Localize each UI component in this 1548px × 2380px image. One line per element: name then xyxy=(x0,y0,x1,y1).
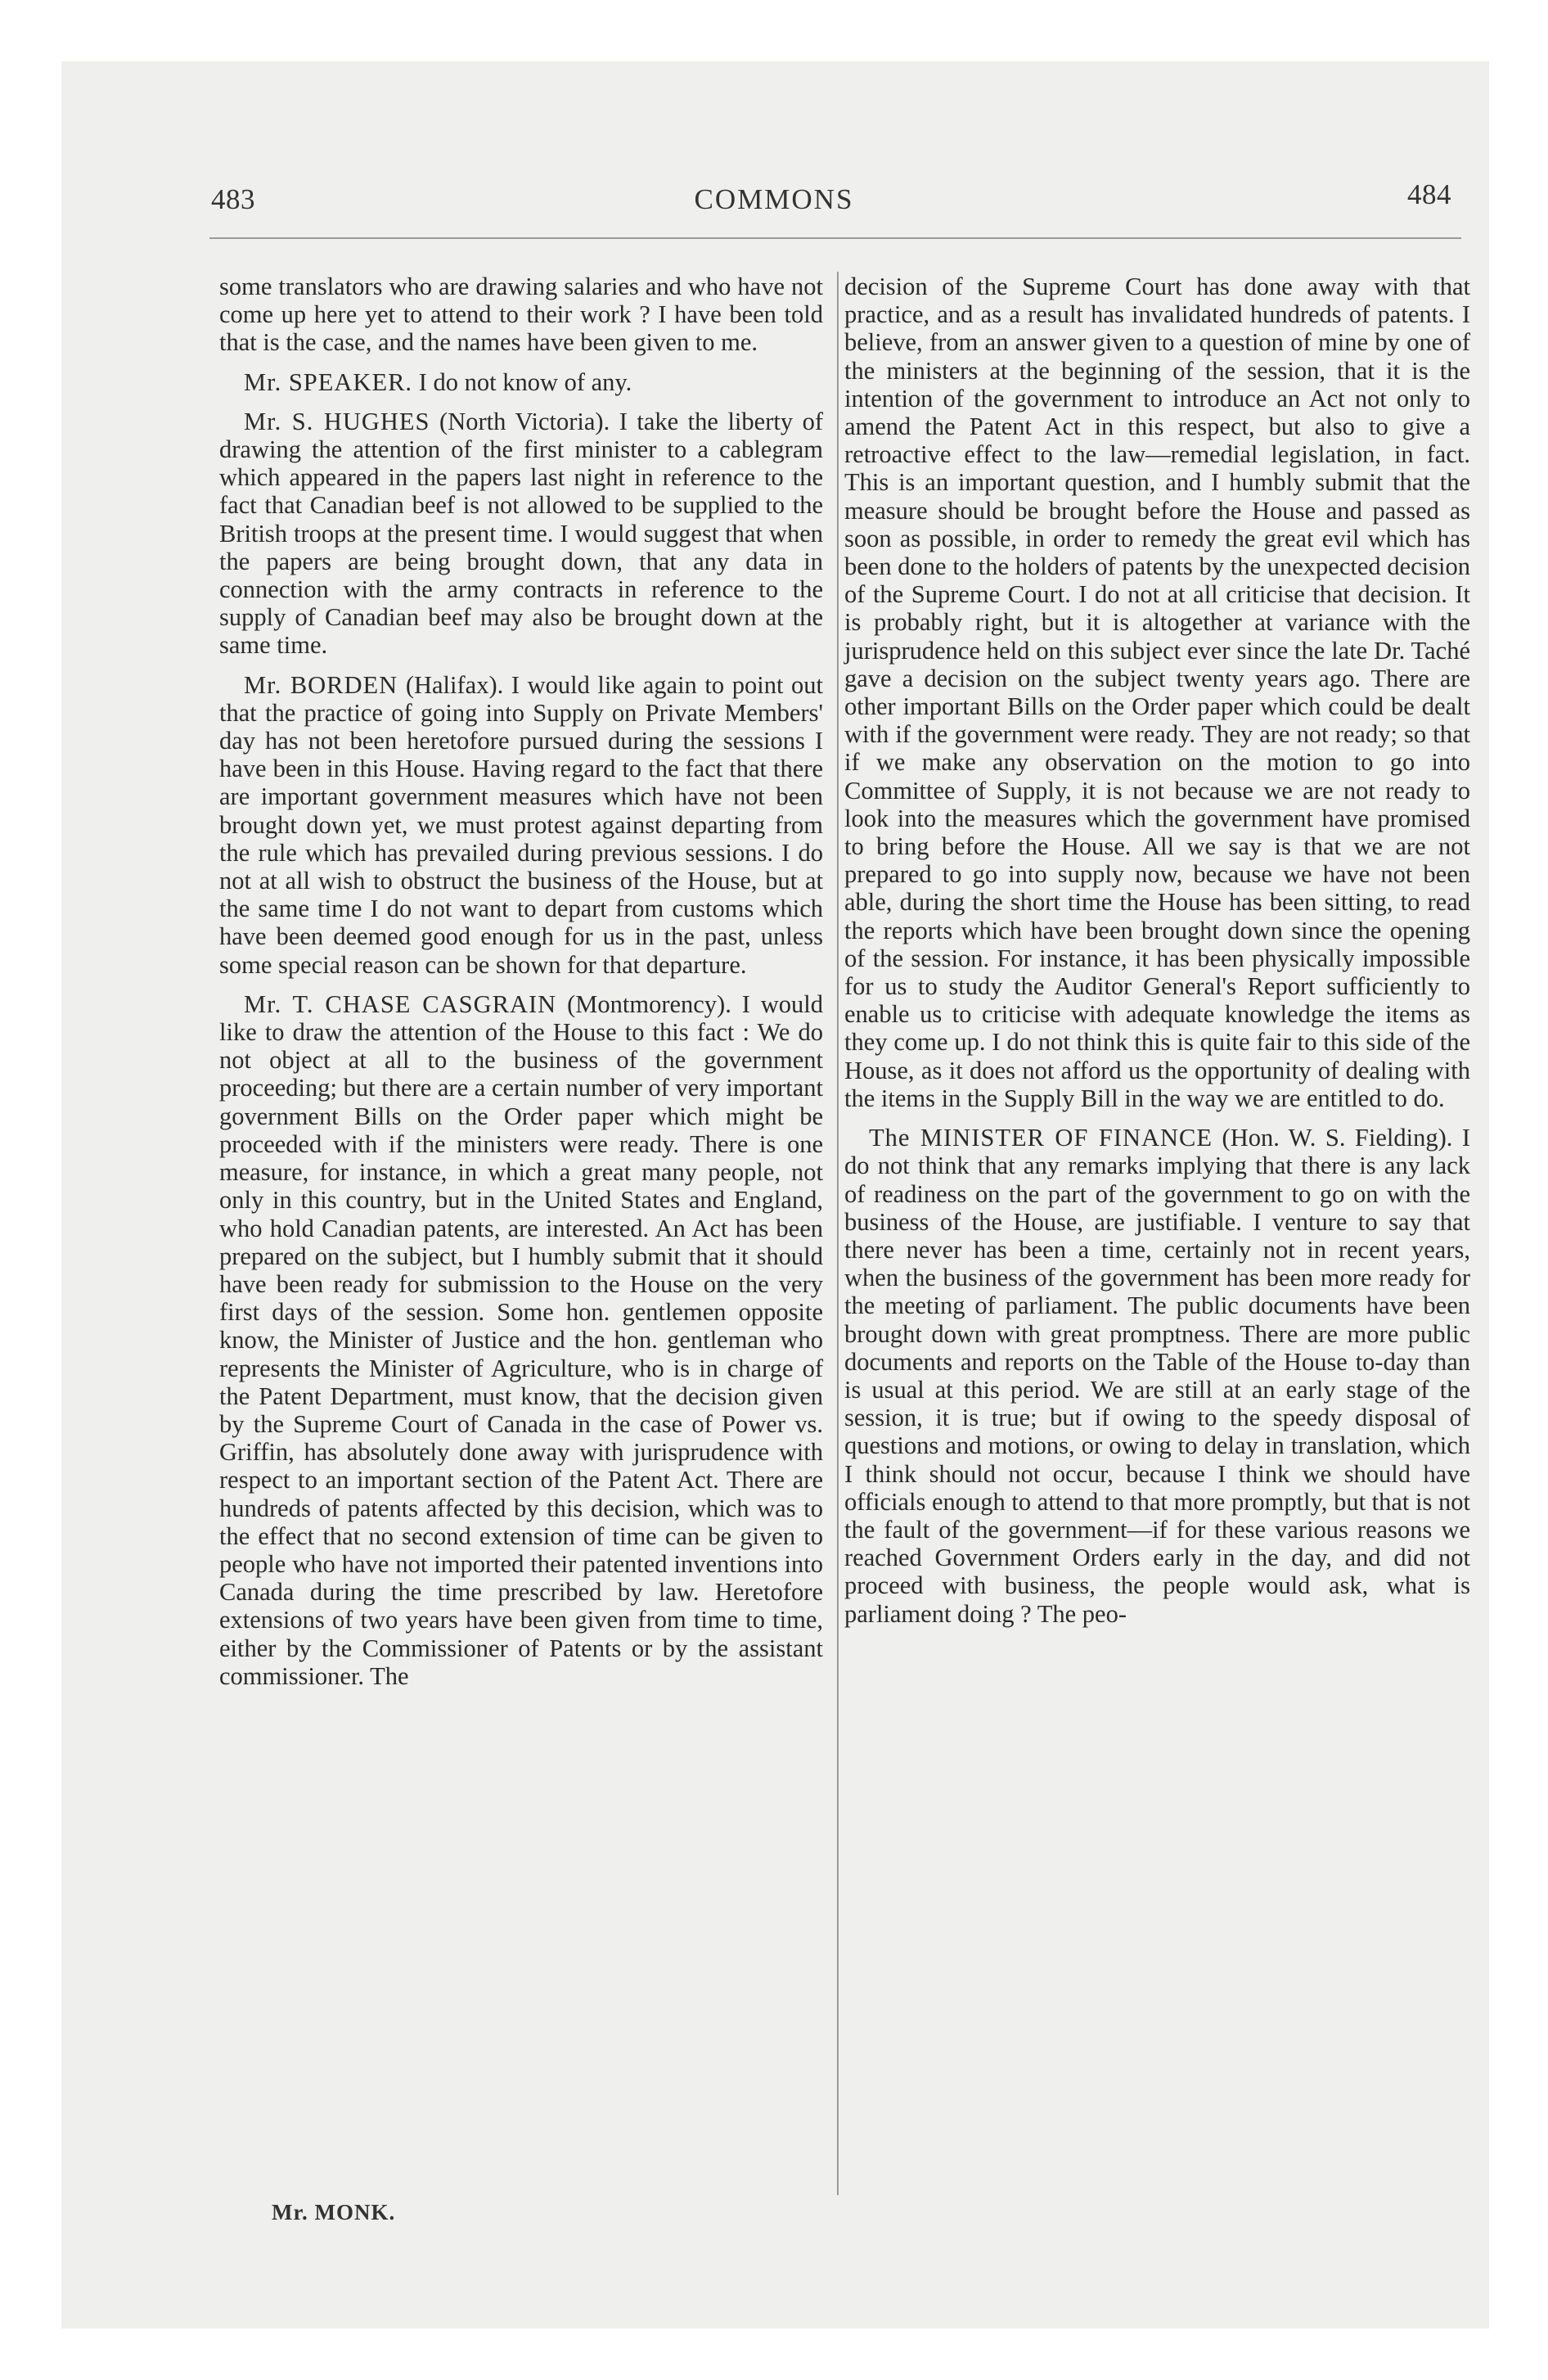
speaker-name: The MINISTER OF FINANCE xyxy=(869,1124,1213,1152)
column-divider xyxy=(837,272,839,2195)
right-page-number: 484 xyxy=(1407,178,1451,210)
paragraph-text: (Halifax). I would like again to point out that the practice of going into Supply on Private Members' day has not been heretofore pursued during the sessions I have been in this House. Having regard to the fact that there are important government measures which have not been brought down yet, we must protest against departing from the rule which has prevailed during previous sessions. I do not at all wish to obstruct the business of the House, but at the same time I do not want to depart from customs which have been deemed good enough for us in the past, unless some special reason can be shown for that departure. xyxy=(219,670,824,979)
footer-speaker: Mr. MONK. xyxy=(272,2200,396,2224)
left-page-number: 483 xyxy=(211,183,255,215)
paragraph xyxy=(219,273,823,357)
paragraph-text: some translators who are drawing salaries and who have not come up here yet to attend to their work ? I have been told that is the case, and the names have been given to me. xyxy=(219,273,823,357)
paragraph-text: decision of the Supreme Court has done away with that practice, and as a result has invalidated hundreds of patents. I believe, from an answer given to a question of mine by one of the ministers at the beginning of the session, that it is the intention of the government to introduce an Act not only to amend the Patent Act in this respect, but also to give a retroactive effect to the law—remedial legislation, in fact. This is an important question, and I humbly submit that the measure should be brought before the House and passed as soon as possible, in order to remedy the great evil which has been done to the holders of patents by the unexpected decision of the Supreme Court. I do not at all criticise that decision. It is probably right, but it is altogether at variance with the jurisprudence held on this subject ever since the late Dr. Taché gave a decision on the subject twenty years ago. There are other important Bills on the Order paper which could be dealt with if the government were ready. They are not ready; so that if we make any observation on the motion to go into Committee of Supply, it is not because we are not ready to look into the measures which the government have promised to bring before the House. All we say is that we are not prepared to go into supply now, because we have not been able, during the short time the House has been sitting, to read the reports which have been brought down since the opening of the session. For instance, it has been physically impossible for us to study the Auditor General's Report sufficiently to enable us to criticise with adequate knowledge the items as they come up. I do not think this is quite fair to this side of the House, as it does not afford us the opportunity of dealing with the items in the Supply Bill in the way we are entitled to do. xyxy=(844,273,1470,1112)
paragraph xyxy=(219,990,823,1690)
paragraph xyxy=(844,1124,1470,1628)
paragraph-text: (North Victoria). I take the liberty of drawing the attention of the first minister to a cablegram which appeared in the papers last night in reference to the fact that Canadian beef is not allowed to be supplied to the British troops at the present time. I would suggest that when the papers are being brought down, that any data in connection with the army contracts in reference to the supply of Canadian beef may also be brought down at the same time. xyxy=(219,407,823,660)
left-column xyxy=(219,273,823,1702)
paragraph xyxy=(219,671,823,979)
speaker-name: Mr. S. HUGHES xyxy=(244,407,430,435)
page-title: COMMONS xyxy=(694,183,854,215)
header-rule xyxy=(209,237,1461,239)
speaker-name: Mr. BORDEN xyxy=(244,670,398,699)
paragraph-text: (Hon. W. S. Fielding). I do not think that any remarks implying that there is any lack of readiness on the part of the government to go on with the business of the House, are justifiable. I venture to say that there never has been a time, certainly not in recent years, when the business of the government has been more ready for the meeting of parliament. The public documents have been brought down with great promptness. There are more public documents and reports on the Table of the House to-day than is usual at this period. We are still at an early stage of the session, it is true; but if owing to the speedy disposal of questions and motions, or owing to delay in translation, which I think should not occur, because I think we should have officials enough to attend to that more promptly, but that is not the fault of the government—if for these various reasons we reached Government Orders early in the day, and did not proceed with business, the people would ask, what is parliament doing ? The peo- xyxy=(844,1124,1471,1628)
paragraph xyxy=(219,368,823,396)
paragraph-text: (Montmorency). I would like to draw the attention of the House to this fact : We do not object at all to the business of the government proceeding; but there are a certain number of very important government Bills on the Order paper which might be proceeded with if the ministers were ready. There is one measure, for instance, in which a great many people, not only in this country, but in the United States and England, who hold Canadian patents, are interested. An Act has been prepared on the subject, but I humbly submit that it should have been ready for submission to the House on the very first days of the session. Some hon. gentlemen opposite know, the Minister of Justice and the hon. gentleman who represents the Minister of Agriculture, who is in charge of the Patent Department, must know, that the decision given by the Supreme Court of Canada in the case of Power vs. Griffin, has absolutely done away with jurisprudence with respect to an important section of the Patent Act. There are hundreds of patents affected by this decision, which was to the effect that no second extension of time can be given to people who have not imported their patented inventions into Canada during the time prescribed by law. Heretofore extensions of two years have been given from time to time, either by the Commissioner of Patents or by the assistant commissioner. The xyxy=(219,989,823,1690)
paragraph xyxy=(844,273,1470,1112)
right-column xyxy=(844,273,1470,1639)
paragraph-text: I do not know of any. xyxy=(418,367,632,396)
speaker-name: Mr. SPEAKER. xyxy=(244,367,413,396)
paragraph xyxy=(219,408,823,660)
speaker-name: Mr. T. CHASE CASGRAIN xyxy=(244,989,557,1018)
